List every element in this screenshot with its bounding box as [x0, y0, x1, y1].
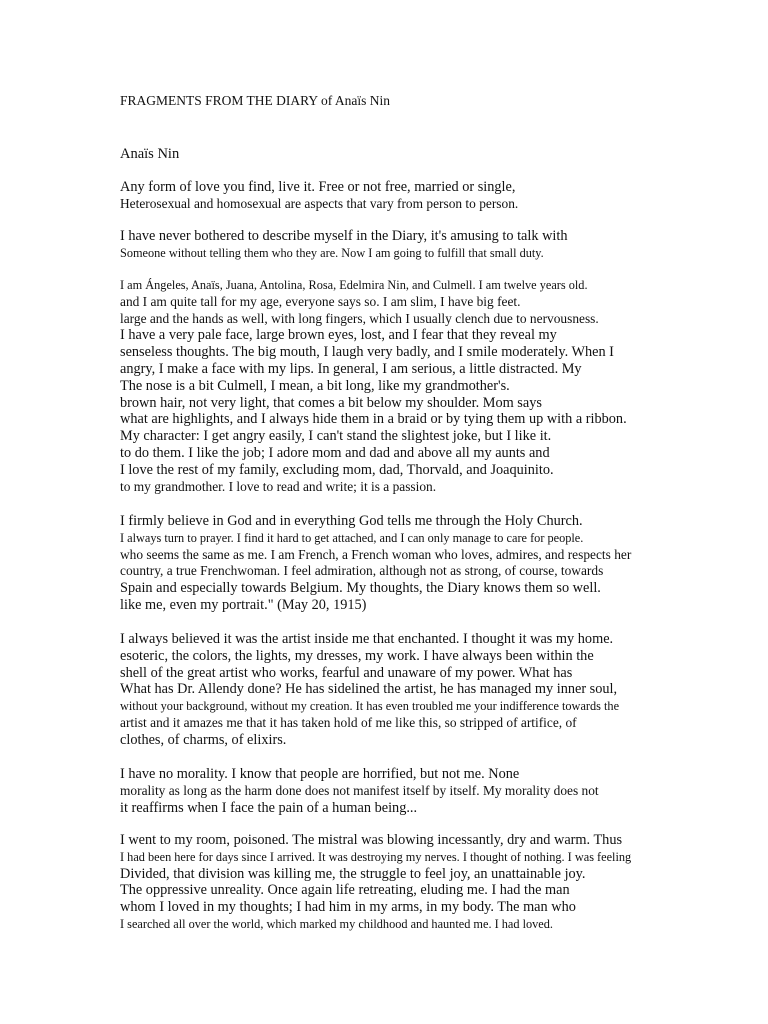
- text-line: esoteric, the colors, the lights, my dresses, my work. I have always been within the: [120, 647, 594, 664]
- text-line: I firmly believe in God and in everything God tells me through the Holy Church.: [120, 513, 583, 529]
- text-line: I always turn to prayer. I find it hard to get attached, and I can only manage to care for people.: [120, 530, 584, 545]
- text-line: angry, I make a face with my lips. In general, I am serious, a little distracted. My: [120, 360, 582, 377]
- text-line: I have a very pale face, large brown eyes, lost, and I fear that they reveal my: [120, 327, 557, 344]
- text-line: who seems the same as me. I am French, a French woman who loves, admires, and respects her: [120, 546, 632, 562]
- text-line: What has Dr. Allendy done? He has sidelined the artist, he has managed my inner soul,: [120, 681, 618, 698]
- text-line: My character: I get angry easily, I can't stand the slightest joke, but I like it.: [120, 428, 552, 445]
- text-line: morality as long as the harm done does not manifest itself by itself. My morality does not: [120, 782, 599, 798]
- text-line: shell of the great artist who works, fearful and unaware of my power. What has: [120, 664, 573, 681]
- text-line: I have never bothered to describe myself in the Diary, it's amusing to talk with: [120, 228, 568, 244]
- text-line: I searched all over the world, which marked my childhood and haunted me. I had loved.: [120, 916, 553, 931]
- text-line: to do them. I like the job; I adore mom and dad and above all my aunts and: [120, 444, 550, 461]
- text-line: The nose is a bit Culmell, I mean, a bit long, like my grandmother's.: [120, 377, 510, 394]
- text-line: I love the rest of my family, excluding mom, dad, Thorvald, and Joaquinito.: [120, 461, 554, 478]
- text-line: I have no morality. I know that people are horrified, but not me. None: [120, 766, 520, 782]
- text-line: brown hair, not very light, that comes a bit below my shoulder. Mom says: [120, 394, 542, 411]
- paragraph: [120, 228, 740, 262]
- text-line: country, a true Frenchwoman. I feel admiration, although not as strong, of course, towards: [120, 563, 604, 579]
- paragraph: [120, 277, 740, 495]
- text-line: I am Ángeles, Anaïs, Juana, Antolina, Rosa, Edelmira Nin, and Culmell. I am twelve years old.: [120, 278, 588, 292]
- text-line: senseless thoughts. The big mouth, I laugh very badly, and I smile moderately. When I: [120, 344, 614, 361]
- paragraph: [120, 179, 740, 213]
- text-line: it reaffirms when I face the pain of a human being...: [120, 799, 418, 816]
- text-line: I always believed it was the artist inside me that enchanted. I thought it was my home.: [120, 631, 614, 647]
- text-line: Heterosexual and homosexual are aspects that vary from person to person.: [120, 195, 519, 211]
- paragraph: [120, 631, 740, 749]
- paragraph: [120, 832, 740, 933]
- text-line: Someone without telling them who they are. Now I am going to fulfill that small duty.: [120, 245, 544, 260]
- text-line: artist and it amazes me that it has taken hold of me like this, so stripped of artifice, of: [120, 714, 577, 730]
- text-line: clothes, of charms, of elixirs.: [120, 731, 287, 748]
- text-line: Spain and especially towards Belgium. My thoughts, the Diary knows them so well.: [120, 580, 601, 597]
- text-line: without your background, without my creation. It has even troubled me your indifference towards the: [120, 699, 620, 714]
- text-line: and I am quite tall for my age, everyone says so. I am slim, I have big feet.: [120, 293, 521, 309]
- text-line: The oppressive unreality. Once again life retreating, eluding me. I had the man: [120, 882, 570, 899]
- text-line: large and the hands as well, with long fingers, which I usually clench due to nervousness.: [120, 310, 599, 326]
- paragraph: [120, 513, 740, 614]
- author-name: Anaïs Nin: [120, 146, 180, 162]
- text-line: I went to my room, poisoned. The mistral was blowing incessantly, dry and warm. Thus: [120, 832, 623, 848]
- text-line: I had been here for days since I arrived. It was destroying my nerves. I thought of nothing. I was feeling: [120, 849, 632, 864]
- text-line: Divided, that division was killing me, the struggle to feel joy, an unattainable joy.: [120, 865, 586, 882]
- text-line: like me, even my portrait." (May 20, 1915): [120, 596, 367, 613]
- paragraph: [120, 766, 740, 816]
- text-line: Any form of love you find, live it. Free or not free, married or single,: [120, 179, 516, 195]
- text-line: whom I loved in my thoughts; I had him in my arms, in my body. The man who: [120, 899, 576, 916]
- document-title: FRAGMENTS FROM THE DIARY of Anaïs Nin: [120, 93, 391, 108]
- text-line: what are highlights, and I always hide them in a braid or by tying them up with a ribbon.: [120, 411, 627, 428]
- text-line: to my grandmother. I love to read and write; it is a passion.: [120, 478, 437, 494]
